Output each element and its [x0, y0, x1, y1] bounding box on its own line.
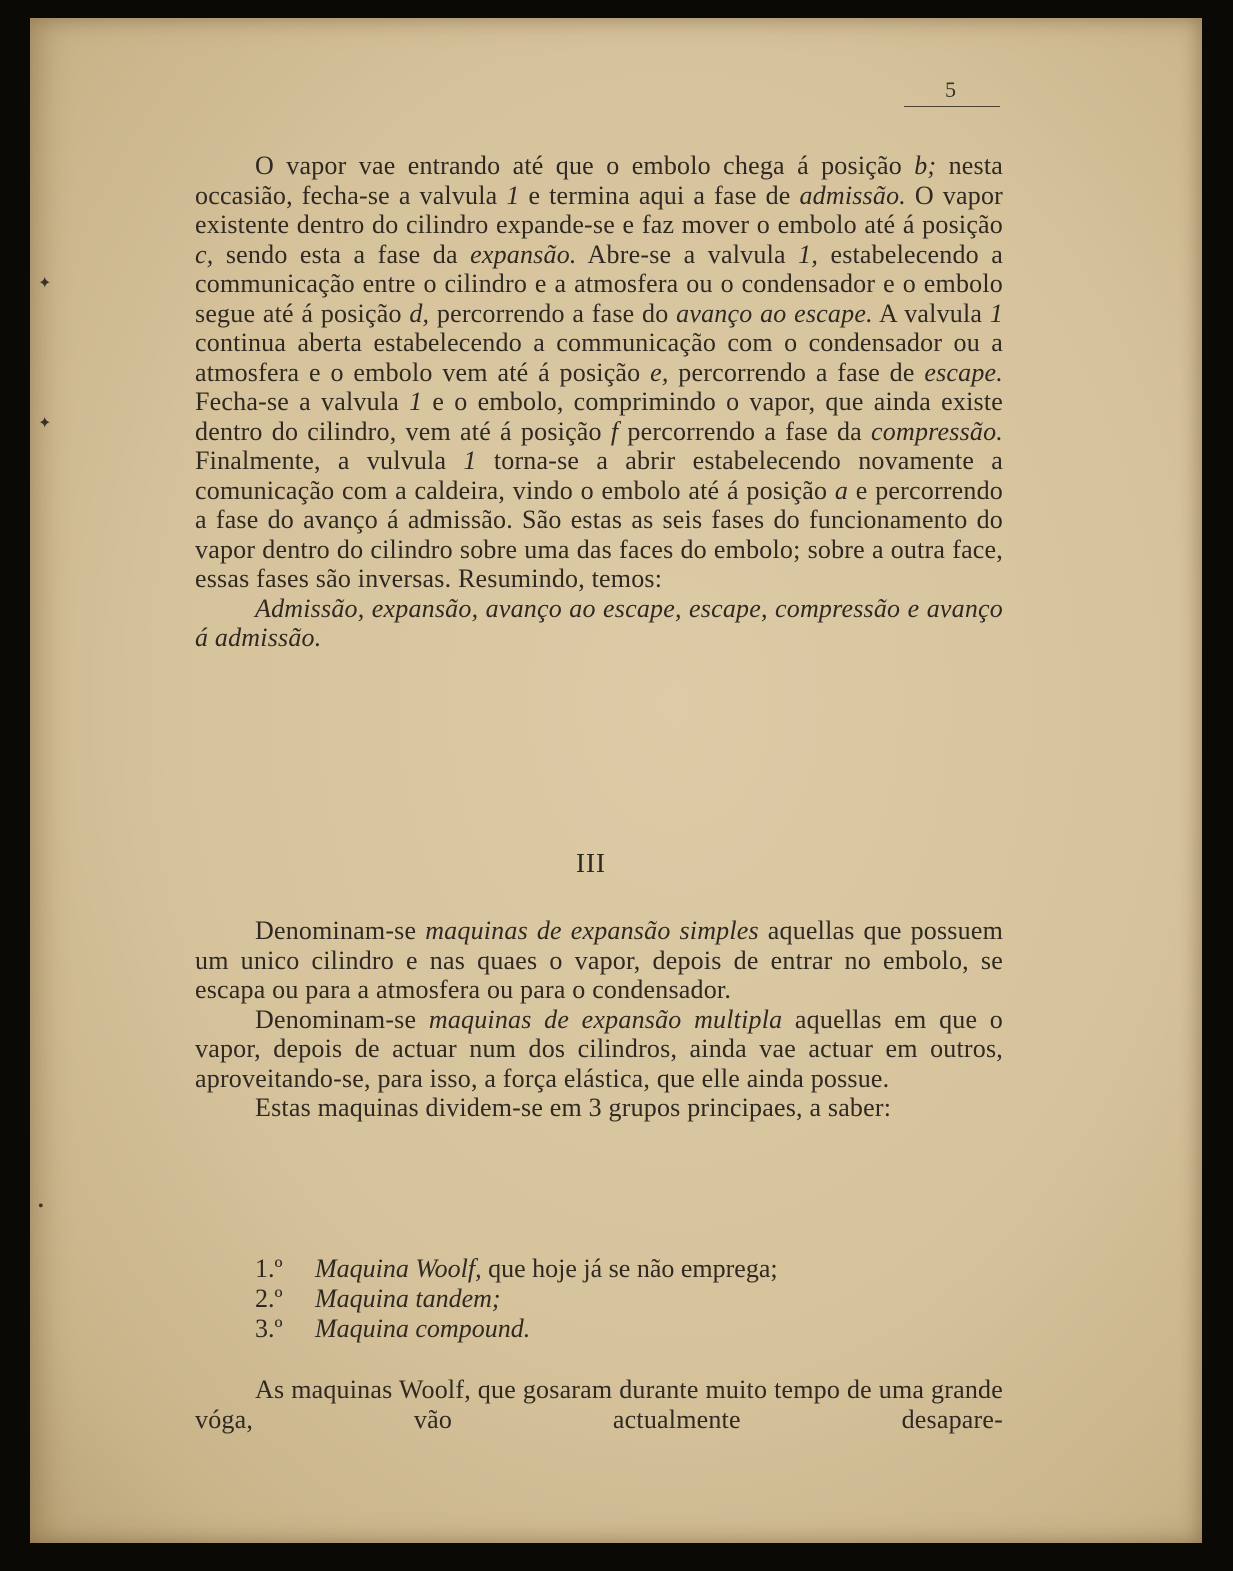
- list-item: [255, 1284, 778, 1314]
- text-run: aquellas em que o vapor, depois de actuar num dos cilindros, ainda vae actuar em outros, aproveitando-se, para isso, a força elástica, que elle ainda possue.: [195, 1004, 1003, 1093]
- italic-run: 1,: [798, 239, 819, 269]
- text-run: O vapor existente dentro do cilindro expande-se e faz mover o embolo até á posição: [195, 180, 1003, 239]
- page-number: 5: [945, 77, 956, 102]
- text-run: aquellas que possuem um unico cilindro e nas quaes o vapor, depois de entrar no embolo, se escapa ou para a atmosfera ou para o condensador.: [195, 916, 1003, 1004]
- italic-run: a: [834, 475, 849, 505]
- text-run: percorrendo a fase do: [429, 298, 677, 328]
- text-run: nesta occasião, fecha-se a valvula: [195, 151, 1003, 210]
- italic-run: maquinas de expansão multipla: [428, 1004, 783, 1034]
- book-page: [30, 18, 1202, 1543]
- text-run: torna-se a abrir estabelecendo novamente a comunicação com a caldeira, vindo o embolo até á posição: [195, 446, 1004, 505]
- list-number: 2.º: [255, 1284, 283, 1313]
- text-run: Denominam-se: [255, 1004, 429, 1034]
- text-run: A valvula: [872, 298, 990, 328]
- italic-run: maquinas de expansão simples: [425, 916, 759, 945]
- text-run: Abre-se a valvula: [576, 239, 799, 269]
- text-run: continua aberta estabelecendo a communicação com o condensador ou a atmosfera e o embolo vem até á posição: [195, 328, 1003, 387]
- text-run: percorrendo a fase da: [618, 416, 872, 446]
- summary-phases: Admissão, expansão, avanço ao escape, escape, compressão e avanço á admissão.: [195, 593, 1003, 652]
- italic-run: b;: [914, 151, 937, 180]
- list-number: 1.º: [255, 1254, 283, 1283]
- text-run: Finalmente, a vulvula: [195, 446, 464, 475]
- list-item: [255, 1254, 778, 1284]
- italic-run: f: [610, 416, 619, 446]
- text-block-middle: [195, 916, 1003, 1123]
- text-run: e o embolo, comprimindo o vapor, que ainda existe dentro do cilindro, vem até á posição: [195, 387, 1003, 446]
- text-run: sendo esta a fase da: [213, 239, 471, 269]
- italic-run: escape.: [924, 357, 1003, 387]
- list-name: Maquina compound.: [315, 1314, 531, 1343]
- text-block-bottom: [195, 1375, 1003, 1434]
- italic-run: admissão.: [799, 180, 906, 210]
- text-run: percorrendo a fase de: [668, 357, 925, 387]
- italic-run: 1: [989, 298, 1004, 328]
- text-run: Denominam-se: [255, 916, 426, 945]
- margin-mark-decoration: •: [38, 1198, 44, 1215]
- list-name: Maquina Woolf,: [315, 1254, 482, 1283]
- italic-run: c,: [195, 239, 214, 269]
- paragraph-groups: Estas maquinas dividem-se em 3 grupos principaes, a saber:: [255, 1093, 892, 1122]
- italic-run: e,: [650, 357, 669, 387]
- list-rest: que hoje já se não emprega;: [481, 1254, 778, 1283]
- header-rule: [904, 106, 1000, 107]
- list-name: Maquina tandem;: [315, 1284, 501, 1313]
- section-heading: III: [576, 848, 606, 878]
- list-item: [255, 1314, 778, 1344]
- paragraph-simple-expansion: [195, 916, 1003, 1005]
- paragraph-phases: [195, 151, 1003, 594]
- list-number: 3.º: [255, 1314, 283, 1343]
- text-run: Fecha-se a valvula: [195, 387, 410, 416]
- italic-run: 1: [409, 387, 423, 416]
- italic-run: expansão.: [470, 239, 577, 269]
- text-block-top: [195, 151, 1003, 653]
- italic-run: d,: [409, 298, 430, 328]
- text-run: O vapor vae entrando até que o embolo chega á posição: [255, 151, 915, 180]
- italic-run: 1: [506, 180, 520, 210]
- italic-run: compressão.: [871, 416, 1003, 446]
- text-run: e termina aqui a fase de: [519, 180, 800, 210]
- text-run: estabelecendo a communicação entre o cilindro e a atmosfera ou o condensador e o embolo segue até á posição: [195, 239, 1003, 328]
- margin-mark-decoration: ✦: [38, 415, 52, 432]
- paragraph-woolf: As maquinas Woolf, que gosaram durante muito tempo de uma grande vóga, vão actualmente desapare-: [195, 1375, 1003, 1434]
- machine-types-list: [255, 1254, 778, 1344]
- text-run: e percorrendo a fase do avanço á admissão. São estas as seis fases do funcionamento do vapor dentro do cilindro sobre uma das faces do embolo; sobre a outra face, essas fases são inversas. Resumindo, temos:: [195, 475, 1004, 593]
- paragraph-multiple-expansion: [195, 1005, 1003, 1094]
- italic-run: avanço ao escape.: [676, 298, 873, 328]
- margin-mark-decoration: ✦: [38, 275, 52, 292]
- italic-run: 1: [463, 446, 477, 475]
